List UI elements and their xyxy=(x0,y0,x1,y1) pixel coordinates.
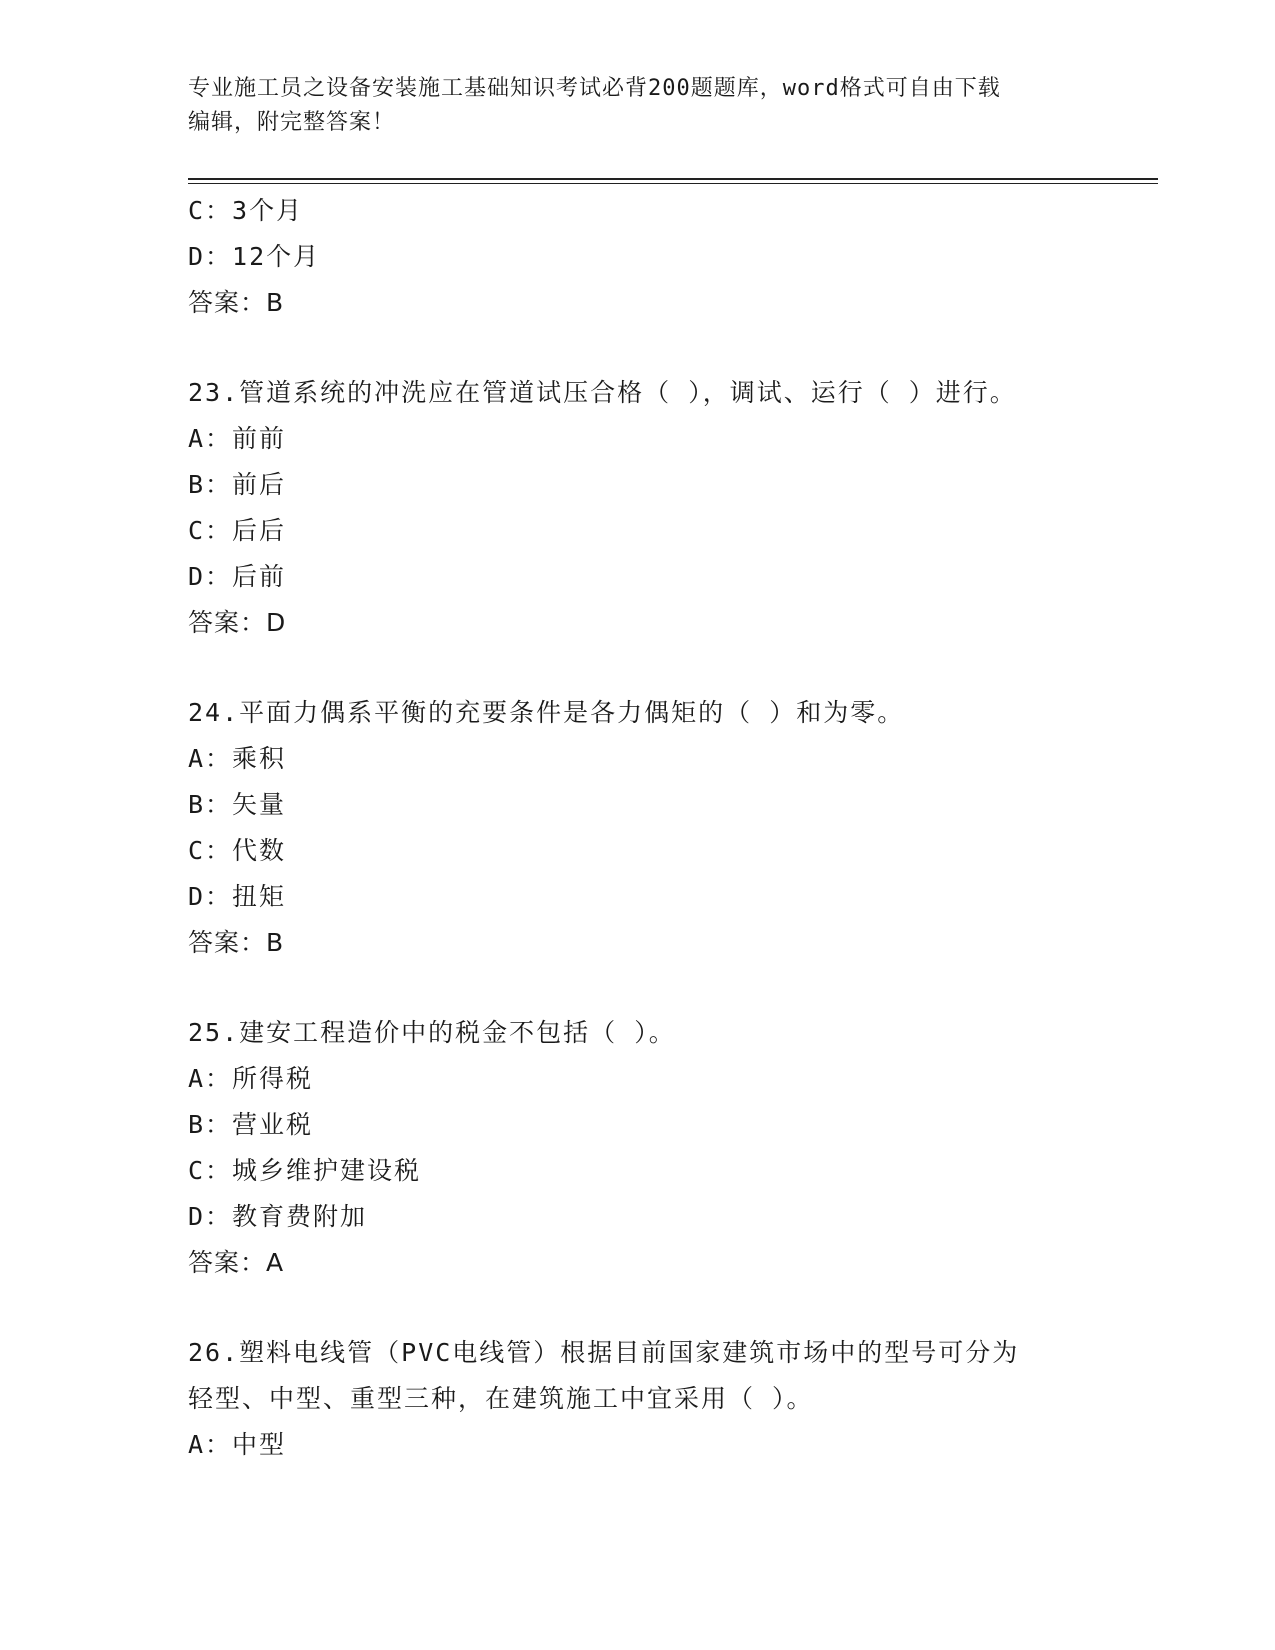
header-line-2: 编辑，附完整答案！ xyxy=(188,110,396,135)
document-header xyxy=(188,72,1088,140)
question-24-option-b: B：矢量 xyxy=(188,790,287,819)
header-rule-thin xyxy=(188,183,1158,184)
question-24-option-c: C：代数 xyxy=(188,836,287,865)
question-24-option-d: D：扭矩 xyxy=(188,882,287,911)
question-23-option-d: D：后前 xyxy=(188,562,287,591)
option-c: C：3个月 xyxy=(188,196,304,225)
document-body xyxy=(188,188,1088,1468)
header-line-1: 专业施工员之设备安装施工基础知识考试必背200题题库，word格式可自由下载 xyxy=(188,76,1001,101)
question-23-option-c: C：后后 xyxy=(188,516,287,545)
question-26-stem-line-1: 26.塑料电线管（PVC电线管）根据目前国家建筑市场中的型号可分为 xyxy=(188,1338,1020,1367)
question-25-option-c: C：城乡维护建设税 xyxy=(188,1156,422,1185)
question-25-option-a: A：所得税 xyxy=(188,1064,314,1093)
question-24-option-a: A：乘积 xyxy=(188,744,287,773)
question-24-answer: 答案：B xyxy=(188,928,285,957)
question-24-stem: 24.平面力偶系平衡的充要条件是各力偶矩的（ ）和为零。 xyxy=(188,698,905,727)
question-26-option-a: A：中型 xyxy=(188,1430,287,1459)
header-rule-thick xyxy=(188,178,1158,180)
question-23-answer: 答案：D xyxy=(188,608,287,637)
question-25-stem: 25.建安工程造价中的税金不包括（ ）。 xyxy=(188,1018,676,1047)
question-25-answer: 答案：A xyxy=(188,1248,285,1277)
question-23-option-b: B：前后 xyxy=(188,470,287,499)
question-25-option-b: B：营业税 xyxy=(188,1110,314,1139)
question-25-option-d: D：教育费附加 xyxy=(188,1202,368,1231)
question-23-stem: 23.管道系统的冲洗应在管道试压合格（ ），调试、运行（ ）进行。 xyxy=(188,378,1017,407)
question-26-stem-line-2: 轻型、中型、重型三种，在建筑施工中宜采用（ ）。 xyxy=(188,1384,814,1413)
question-23-option-a: A：前前 xyxy=(188,424,287,453)
option-d: D：12个月 xyxy=(188,242,321,271)
answer: 答案：B xyxy=(188,288,285,317)
